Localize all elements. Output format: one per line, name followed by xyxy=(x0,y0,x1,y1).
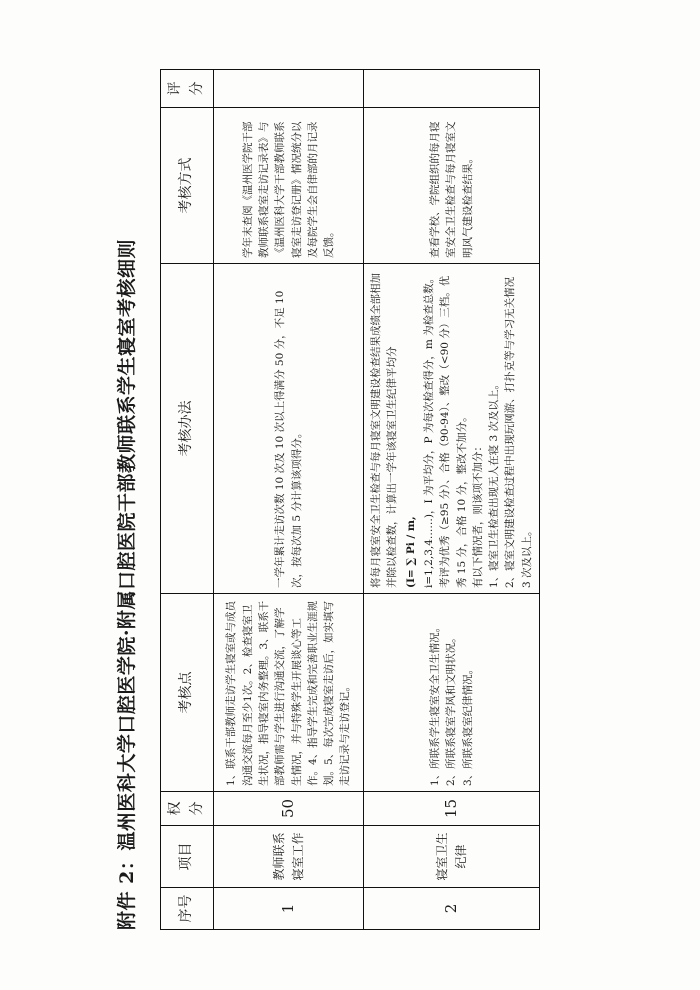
rotated-page xyxy=(0,20,700,970)
row-1-method-line: 一学年累计走访次数 10 次及 10 次以上得满分 50 分，不足 10 次，按每次加 5 分计算该项得分。 xyxy=(274,290,303,588)
row-2-no: 2 xyxy=(364,888,540,930)
row-1-points: 1、联系干部教师走访学生寝室或与成员沟通交流每月至少1次。2、检查寝室卫生状况，指导寝室内务整理。3、联系干部教师需与学生进行沟通交流，了解学生情况，并与特殊学生开展谈心等工作。4、指导学生完成和完善职业生涯规划。5、每次完成寝室走访后，如实填写走访记录与走访登记。 xyxy=(214,594,364,792)
row-2-points xyxy=(364,594,540,792)
row-1-no: 1 xyxy=(214,888,364,930)
row-2-method-line-4: 有以下情况者，则该项不加分： xyxy=(471,441,484,588)
header-mode: 考核方式 xyxy=(161,108,214,264)
row-1-method xyxy=(214,264,364,594)
row-2-point-2: 2、所联系寝室学风和文明状况。 xyxy=(445,632,458,786)
row-2-point-3: 3、所联系寝室纪律情况。 xyxy=(461,663,474,786)
row-2-mode: 查看学校、学院组织的每月寝室安全卫生检查与每月寝室文明风气建设检查结果。 xyxy=(364,108,540,264)
header-method: 考核办法 xyxy=(161,264,214,594)
table-header-row xyxy=(161,70,214,930)
header-score: 评分 xyxy=(161,70,214,108)
table-row xyxy=(214,70,364,930)
row-1-mode: 学年末查阅《温州医学院干部教师联系寝室走访记录表》与《温州医科大学干部教师联系寝室走访登记册》情况统分以及每院学生会自律部的月记录反馈。 xyxy=(214,108,364,264)
document-title: 附件 2：温州医科大学口腔医学院·附属口腔医院干部教师联系学生寝室考核细则 xyxy=(116,239,138,930)
row-2-method-line-3: i=1,2,3,4……)，I 为平均分，P 为每次检查得分，m 为检查总数。考评为优秀（≥95 分）、合格（90-94）、整改（<90 分）三档。优秀 15 分，合格 10 分，整改不加分。 xyxy=(422,272,468,588)
header-item: 项目 xyxy=(161,826,214,888)
row-2-point-1: 1、所联系学生寝室安全卫生情况。 xyxy=(429,621,442,786)
row-2-item: 寝室卫生纪律 xyxy=(364,826,540,888)
row-2-method-line-6: 2、寝室文明建设检查过程中出现玩网游、打扑克等与学习无关情况 3 次及以上。 xyxy=(504,276,533,588)
assessment-table xyxy=(160,69,540,930)
row-2-score xyxy=(364,70,540,108)
header-weight: 权分 xyxy=(161,792,214,826)
header-points: 考核点 xyxy=(161,594,214,792)
row-2-method xyxy=(364,264,540,594)
row-1-score xyxy=(214,70,364,108)
row-2-method-line-5: 1、寝室卫生检查出现无人在寝 3 次及以上。 xyxy=(488,378,501,588)
header-no: 序号 xyxy=(161,888,214,930)
row-2-method-line-1: 将每月寝室安全卫生检查与每月寝室文明建设检查结果成绩全部相加并除以检查数，计算出一学年该寝室卫生纪律平均分 xyxy=(370,273,399,588)
row-2-weight: 15 xyxy=(364,792,540,826)
row-1-item: 教师联系寝室工作 xyxy=(214,826,364,888)
table-row xyxy=(364,70,540,930)
row-1-weight: 50 xyxy=(214,792,364,826)
row-2-formula: (I= ∑ Pi / m, xyxy=(404,516,417,588)
